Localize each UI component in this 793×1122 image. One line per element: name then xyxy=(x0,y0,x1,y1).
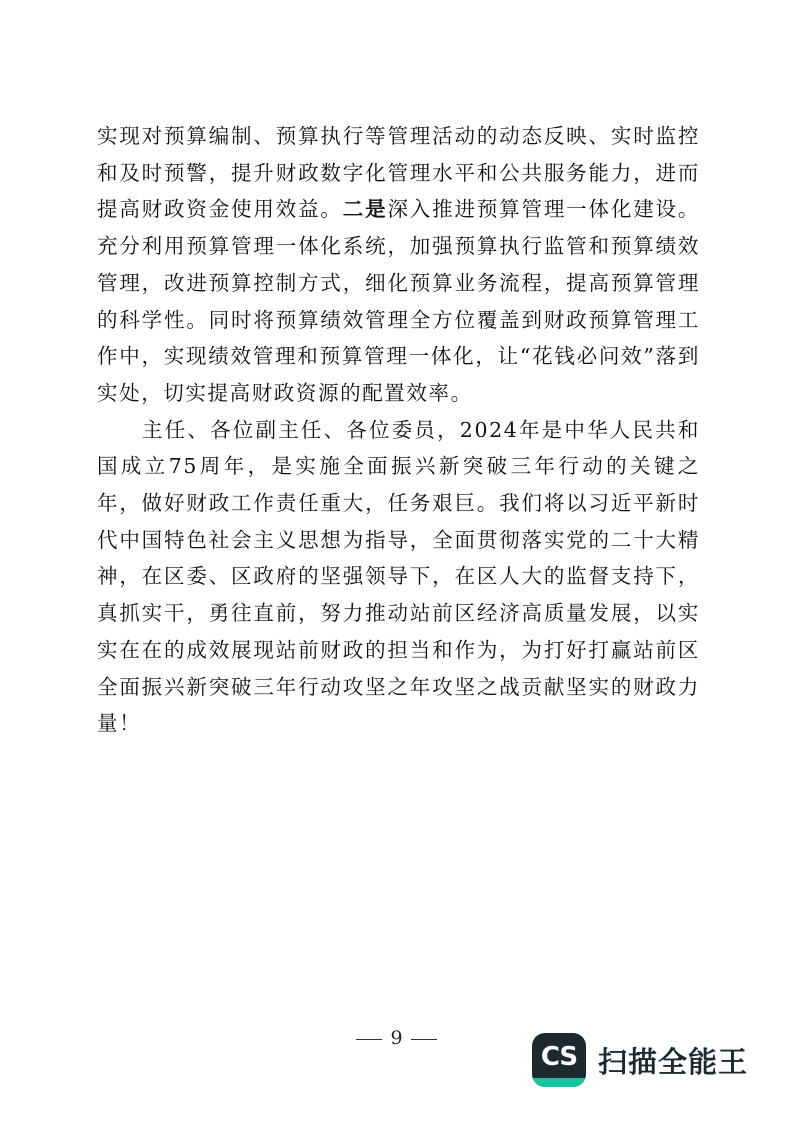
camscanner-logo-icon xyxy=(532,1033,586,1087)
camscanner-logo-text: CS xyxy=(540,1042,578,1072)
camscanner-watermark xyxy=(532,1033,748,1087)
page-number-left-dash xyxy=(356,1039,382,1040)
paragraph-1 xyxy=(97,118,700,412)
paragraph-1-part-1: 实现对预算编制、预算执行等管理活动的动态反映、实时监控和及时预警，提升财政数字化管理水平和公共服务能力，进而提高财政资金使用效益。 xyxy=(97,124,700,222)
document-body xyxy=(97,118,700,742)
page-number-right-dash xyxy=(411,1039,437,1040)
page-number: 9 xyxy=(390,1027,403,1049)
paragraph-1-part-2: 深入推进预算管理一体化建设。充分利用预算管理一体化系统，加强预算执行监管和预算绩效管理，改进预算控制方式，细化预算业务流程，提高预算管理的科学性。同时将预算绩效管理全方位覆盖到财政预算管理工作中，实现绩效管理和预算管理一体化，让“花钱必问效”落到实处，切实提高财政资源的配置效率。 xyxy=(97,197,700,405)
paragraph-1-bold-marker: 二是 xyxy=(342,197,388,222)
paragraph-2: 主任、各位副主任、各位委员，2024年是中华人民共和国成立75周年，是实施全面振兴新突破三年行动的关键之年，做好财政工作责任重大，任务艰巨。我们将以习近平新时代中国特色社会主义思想为指导，全面贯彻落实党的二十大精神，在区委、区政府的坚强领导下，在区人大的监督支持下，真抓实干，勇往直前，努力推动站前区经济高质量发展，以实实在在的成效展现站前财政的担当和作为，为打好打赢站前区全面振兴新突破三年行动攻坚之年攻坚之战贡献坚实的财政力量！ xyxy=(97,417,700,736)
camscanner-app-name: 扫描全能王 xyxy=(598,1044,749,1079)
